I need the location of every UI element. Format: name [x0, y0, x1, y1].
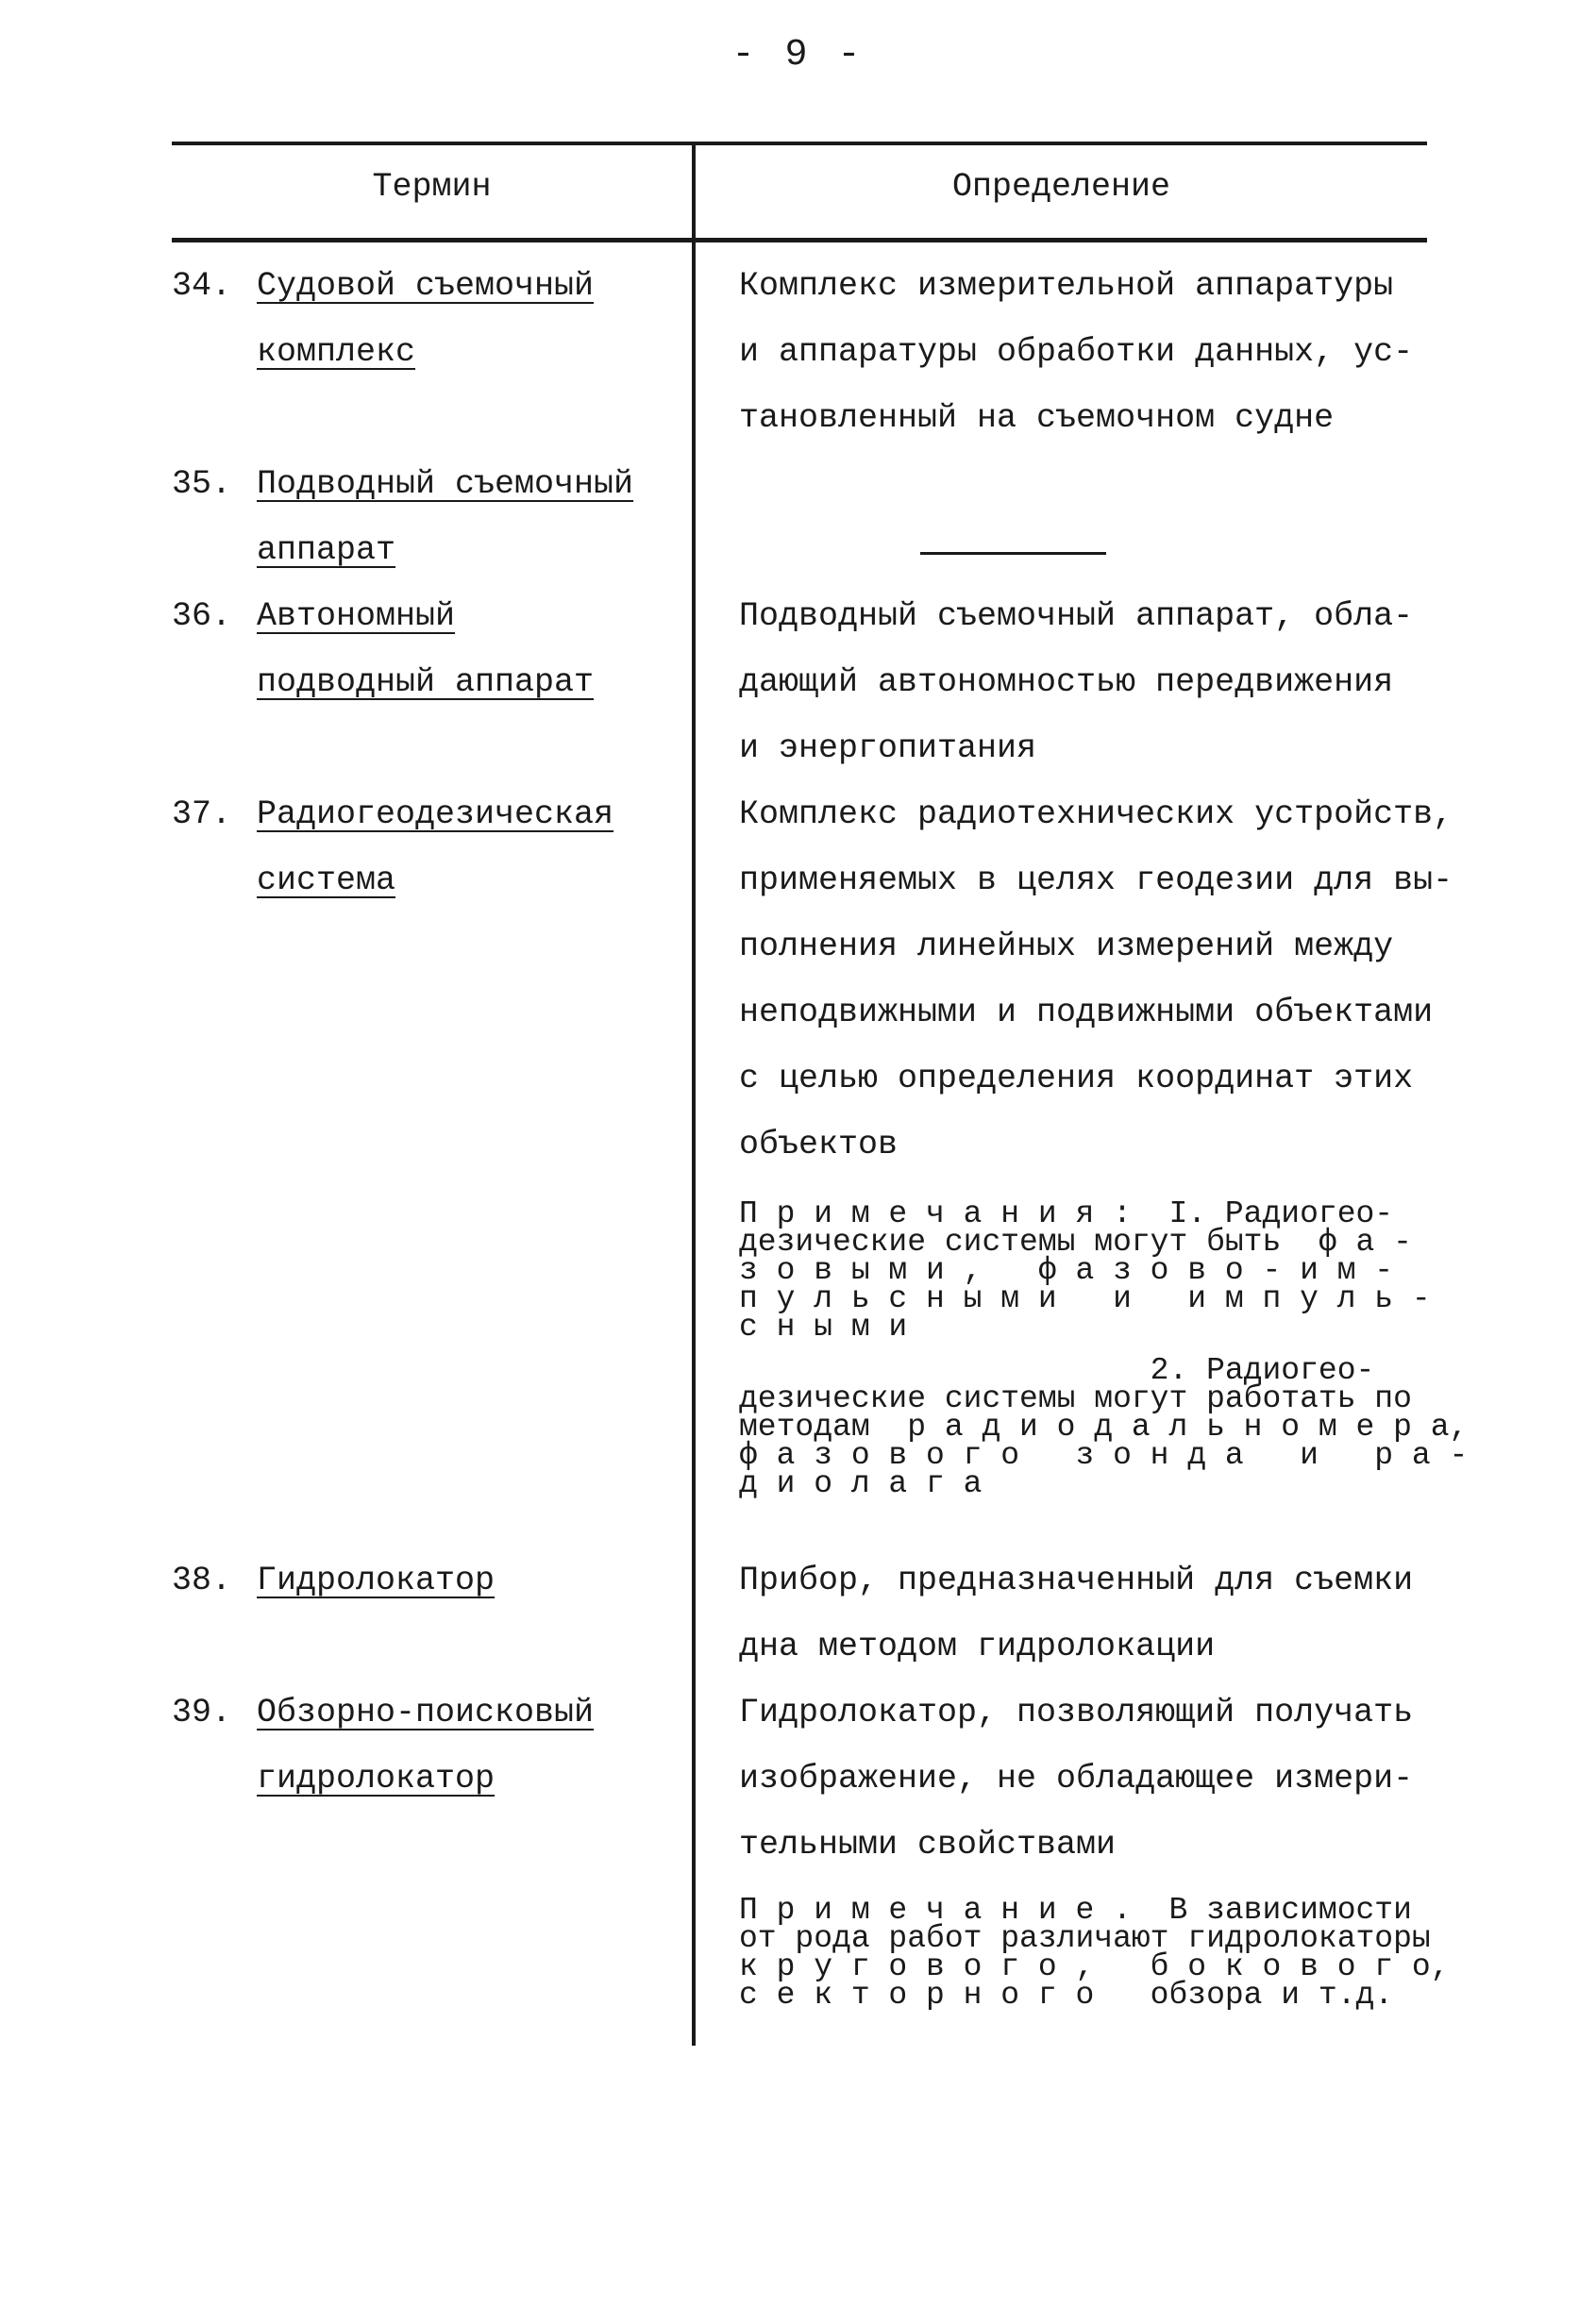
definition-text: объектов	[739, 1126, 899, 1163]
note-text: П р и м е ч а н и я : I. Радиогео-	[739, 1196, 1394, 1231]
definition-text: изображение, не обладающее измери-	[739, 1760, 1414, 1797]
note-text: методам р а д и о д а л ь н о м е р а,	[739, 1410, 1469, 1445]
term-text: аппарат	[257, 531, 396, 569]
note-text: с н ы м и	[739, 1310, 908, 1345]
definition-text: полнения линейных измерений между	[739, 928, 1394, 965]
table-top-rule	[172, 142, 1427, 145]
definition-text: Комплекс измерительной аппаратуры	[739, 267, 1394, 305]
term-text: гидролокатор	[257, 1760, 496, 1797]
note-text: к р у г о в о г о , б о к о в о г о,	[739, 1949, 1450, 1984]
definition-text: Гидролокатор, позволяющий получать	[739, 1694, 1414, 1731]
definition-text: применяемых в целях геодезии для вы-	[739, 861, 1453, 899]
definition-text: Подводный съемочный аппарат, обла-	[739, 597, 1414, 635]
note-text: п у л ь с н ы м и и и м п у л ь -	[739, 1281, 1431, 1316]
note-text: с е к т о р н о г о обзора и т.д.	[739, 1978, 1394, 2013]
term-text: Гидролокатор	[257, 1562, 496, 1599]
note-text: 2. Радиогео-	[739, 1353, 1375, 1388]
definition-text: с целью определения координат этих	[739, 1060, 1414, 1097]
table-header-rule	[172, 238, 1427, 242]
term-text: Радиогеодезическая	[257, 795, 614, 833]
definition-text: Прибор, предназначенный для съемки	[739, 1562, 1414, 1599]
definition-text: дающий автономностью передвижения	[739, 663, 1394, 701]
note-text: ф а з о в о г о з о н д а и р а -	[739, 1438, 1469, 1473]
term-text: Обзорно-поисковый	[257, 1694, 595, 1731]
entry-number: 38.	[172, 1562, 232, 1599]
note-text: з о в ы м и , ф а з о в о - и м -	[739, 1253, 1394, 1288]
entry-number: 35.	[172, 465, 232, 503]
page-number: - 9 -	[731, 34, 865, 76]
term-text: комплекс	[257, 333, 416, 371]
definition-dash	[920, 552, 1106, 555]
term-text: Подводный съемочный	[257, 465, 634, 503]
header-term: Термин	[372, 168, 492, 206]
table-column-divider	[692, 142, 696, 2046]
term-text: Автономный	[257, 597, 456, 635]
definition-text: неподвижными и подвижными объектами	[739, 994, 1434, 1031]
definition-text: и аппаратуры обработки данных, ус-	[739, 333, 1414, 371]
definition-text: Комплекс радиотехнических устройств,	[739, 795, 1453, 833]
entry-number: 34.	[172, 267, 232, 305]
definition-text: тельными свойствами	[739, 1826, 1117, 1864]
note-text: П р и м е ч а н и е . В зависимости	[739, 1893, 1412, 1928]
note-text: дезические системы могут работать по	[739, 1381, 1412, 1416]
definition-text: дна методом гидролокации	[739, 1628, 1216, 1665]
note-text: от рода работ различают гидролокаторы	[739, 1921, 1431, 1956]
term-text: подводный аппарат	[257, 663, 595, 701]
term-text: система	[257, 861, 396, 899]
header-definition: Определение	[951, 168, 1171, 206]
entry-number: 36.	[172, 597, 232, 635]
entry-number: 39.	[172, 1694, 232, 1731]
term-text: Судовой съемочный	[257, 267, 595, 305]
definition-text: тановленный на съемочном судне	[739, 399, 1335, 437]
note-text: д и о л а г а	[739, 1466, 983, 1501]
note-text: дезические системы могут быть ф а -	[739, 1225, 1412, 1260]
definition-text: и энергопитания	[739, 729, 1037, 767]
entry-number: 37.	[172, 795, 232, 833]
